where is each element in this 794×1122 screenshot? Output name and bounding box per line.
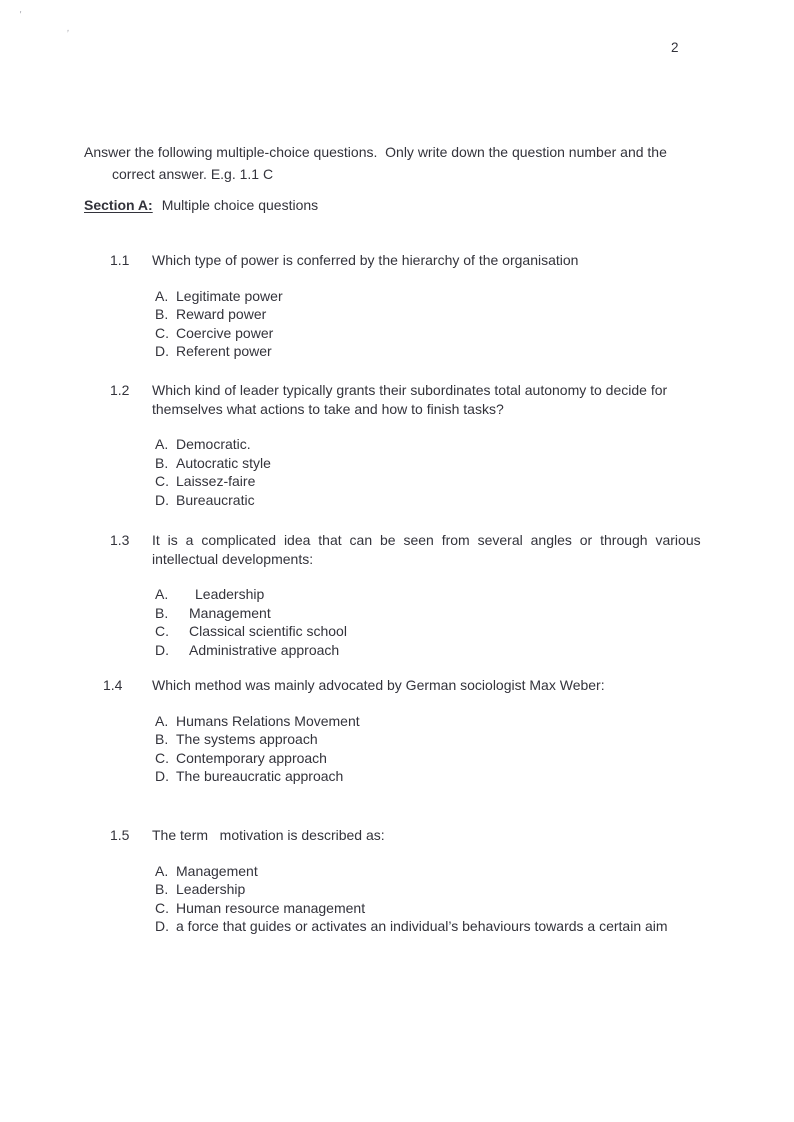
option-row xyxy=(155,604,720,623)
option-text: Autocratic style xyxy=(176,454,271,471)
option-text: Management xyxy=(176,862,258,879)
intro-paragraph xyxy=(84,142,667,185)
question-text-line: Which method was mainly advocated by German sociologist Max Weber: xyxy=(152,677,605,693)
option-row xyxy=(155,342,720,361)
question-text xyxy=(152,676,712,695)
option-letter: D. xyxy=(155,918,169,935)
option-row xyxy=(155,880,720,899)
options-list xyxy=(155,435,720,509)
question-block-1-3 xyxy=(110,531,720,660)
option-text: Leadership xyxy=(176,881,246,898)
option-letter: C. xyxy=(155,623,169,640)
option-letter: A. xyxy=(155,862,169,879)
option-text: Coercive power xyxy=(176,324,274,341)
section-title: Multiple choice questions xyxy=(161,197,319,213)
option-row xyxy=(155,730,720,749)
question-text-line: intellectual developments: xyxy=(152,550,314,567)
section-label: Section A: xyxy=(84,197,153,213)
option-letter: B. xyxy=(155,731,169,748)
question-text-line: Which type of power is conferred by the hierarchy of the organisation xyxy=(152,252,579,268)
options-list xyxy=(155,862,720,936)
option-letter: B. xyxy=(155,881,169,898)
option-row xyxy=(155,622,720,641)
option-letter: A. xyxy=(155,436,169,453)
option-row xyxy=(155,767,720,786)
option-row xyxy=(155,641,720,660)
option-text: a force that guides or activates an individual’s behaviours towards a certain aim xyxy=(176,918,668,935)
option-text: Referent power xyxy=(176,343,272,360)
option-letter: B. xyxy=(155,306,169,323)
scan-artifact: , xyxy=(67,23,70,34)
option-letter: A. xyxy=(155,712,169,729)
option-text: Management xyxy=(189,604,271,621)
question-text xyxy=(152,826,712,845)
option-letter: C. xyxy=(155,749,169,766)
option-letter: B. xyxy=(155,454,169,471)
question-block-1-4 xyxy=(103,676,720,786)
question-block-1-1 xyxy=(110,251,720,361)
option-text: Human resource management xyxy=(176,899,366,916)
page-number: 2 xyxy=(671,40,679,55)
question-block-1-5 xyxy=(110,826,720,936)
option-text: The bureaucratic approach xyxy=(176,768,344,785)
option-row xyxy=(155,899,720,918)
option-letter: D. xyxy=(155,491,169,508)
option-text: Bureaucratic xyxy=(176,491,255,508)
intro-line: correct answer. E.g. 1.1 C xyxy=(112,165,274,182)
option-row xyxy=(155,324,720,343)
question-text-line: The term motivation is described as: xyxy=(152,827,385,843)
question-text xyxy=(152,381,712,418)
intro-line: Answer the following multiple-choice questions. Only write down the question number and the xyxy=(84,144,667,160)
question-number: 1.5 xyxy=(110,827,130,843)
option-row xyxy=(155,491,720,510)
option-letter: B. xyxy=(155,604,169,621)
option-letter: A. xyxy=(155,586,169,603)
option-text: Legitimate power xyxy=(176,287,283,304)
option-letter: C. xyxy=(155,324,169,341)
option-row xyxy=(155,749,720,768)
option-text: Contemporary approach xyxy=(176,749,327,766)
option-text: Humans Relations Movement xyxy=(176,712,360,729)
section-heading xyxy=(84,197,318,213)
scan-artifact: ' xyxy=(19,10,21,21)
question-block-1-2 xyxy=(110,381,720,510)
option-text: Democratic. xyxy=(176,436,251,453)
option-row xyxy=(155,287,720,306)
question-number: 1.2 xyxy=(110,382,130,398)
question-text-line: Which kind of leader typically grants their subordinates total autonomy to decide for xyxy=(152,382,668,398)
option-row xyxy=(155,305,720,324)
option-row xyxy=(155,712,720,731)
option-letter: C. xyxy=(155,473,169,490)
options-list xyxy=(155,585,720,659)
question-number: 1.3 xyxy=(110,532,130,548)
options-list xyxy=(155,287,720,361)
option-text: The systems approach xyxy=(176,731,318,748)
question-number: 1.4 xyxy=(103,677,123,693)
option-letter: D. xyxy=(155,768,169,785)
option-row xyxy=(155,472,720,491)
option-text: Leadership xyxy=(195,586,265,603)
question-text xyxy=(152,251,712,270)
option-row xyxy=(155,917,720,936)
option-row xyxy=(155,454,720,473)
option-text: Laissez-faire xyxy=(176,473,256,490)
option-text: Reward power xyxy=(176,306,267,323)
option-letter: D. xyxy=(155,641,169,658)
option-letter: D. xyxy=(155,343,169,360)
option-letter: C. xyxy=(155,899,169,916)
question-text-line: themselves what actions to take and how to finish tasks? xyxy=(152,400,504,417)
question-number: 1.1 xyxy=(110,252,130,268)
option-text: Classical scientific school xyxy=(189,623,347,640)
option-row xyxy=(155,585,720,604)
option-text: Administrative approach xyxy=(189,641,340,658)
question-text xyxy=(152,531,712,568)
question-text-line: It is a complicated idea that can be seen from several angles or through various xyxy=(152,532,701,548)
option-letter: A. xyxy=(155,287,169,304)
option-row xyxy=(155,862,720,881)
option-row xyxy=(155,435,720,454)
options-list xyxy=(155,712,720,786)
